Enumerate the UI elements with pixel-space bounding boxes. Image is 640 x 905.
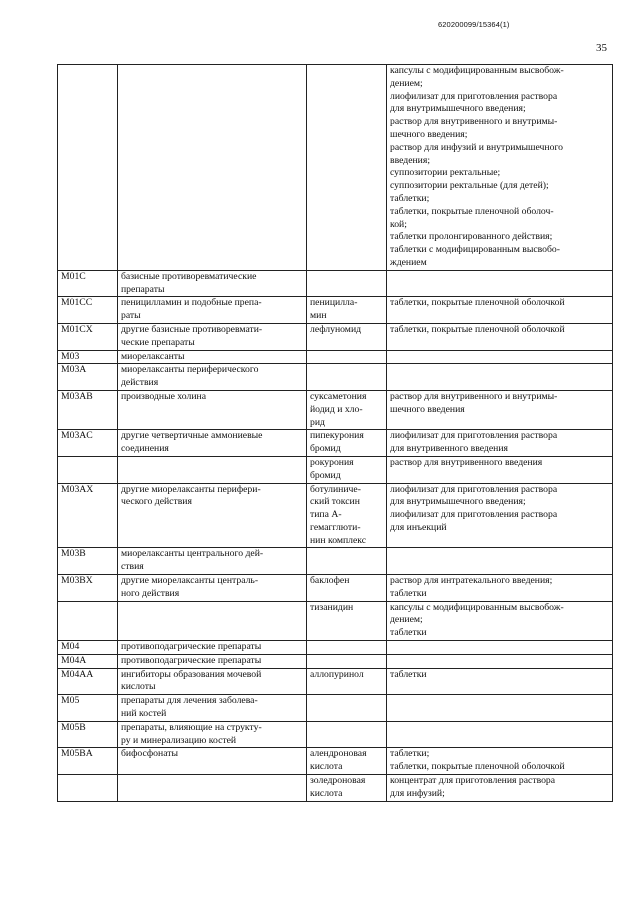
table-row [58, 668, 613, 695]
group-name-cell: базисные противоревматические препараты [118, 270, 307, 297]
dosage-form-cell: раствор для внутривенного и внутримы- шечного введения [387, 390, 613, 429]
table-row [58, 548, 613, 575]
atc-code-cell: M05BA [58, 748, 118, 775]
drug-name-cell: пеницилла- мин [307, 297, 387, 324]
drug-name-cell: пипекурония бромид [307, 430, 387, 457]
drug-name-cell [307, 65, 387, 271]
dosage-form-cell: таблетки, покрытые пленочной оболочкой [387, 297, 613, 324]
atc-code-cell: M03AX [58, 483, 118, 548]
group-name-cell: противоподагрические препараты [118, 641, 307, 655]
atc-code-cell: M03A [58, 364, 118, 391]
dosage-form-cell: лиофилизат для приготовления раствора для внутримышечного введения; лиофилизат для приготовления раствора для инъекций [387, 483, 613, 548]
atc-code-cell [58, 775, 118, 802]
dosage-form-cell: таблетки [387, 668, 613, 695]
group-name-cell: ингибиторы образования мочевой кислоты [118, 668, 307, 695]
drug-classification-table [57, 64, 613, 802]
table-body [58, 65, 613, 802]
drug-name-cell [307, 641, 387, 655]
group-name-cell: другие миорелаксанты централь- ного действия [118, 575, 307, 602]
atc-code-cell: M05 [58, 695, 118, 722]
page-number: 35 [596, 42, 607, 54]
group-name-cell [118, 601, 307, 640]
drug-name-cell: суксаметония йодид и хло- рид [307, 390, 387, 429]
table-row [58, 775, 613, 802]
group-name-cell [118, 775, 307, 802]
table-row [58, 390, 613, 429]
group-name-cell [118, 456, 307, 483]
atc-code-cell [58, 456, 118, 483]
drug-name-cell: алендроновая кислота [307, 748, 387, 775]
drug-name-cell [307, 270, 387, 297]
atc-code-cell: M01CC [58, 297, 118, 324]
drug-name-cell: золедроновая кислота [307, 775, 387, 802]
dosage-form-cell [387, 548, 613, 575]
dosage-form-cell [387, 641, 613, 655]
table-row [58, 323, 613, 350]
drug-name-cell: баклофен [307, 575, 387, 602]
dosage-form-cell [387, 654, 613, 668]
dosage-form-cell [387, 695, 613, 722]
group-name-cell: миорелаксанты периферического действия [118, 364, 307, 391]
atc-code-cell: M03AC [58, 430, 118, 457]
table-row [58, 430, 613, 457]
atc-code-cell: M03 [58, 350, 118, 364]
dosage-form-cell [387, 270, 613, 297]
drug-name-cell [307, 364, 387, 391]
atc-code-cell: M01CX [58, 323, 118, 350]
dosage-form-cell: таблетки; таблетки, покрытые пленочной оболочкой [387, 748, 613, 775]
table-row [58, 297, 613, 324]
group-name-cell: бифосфонаты [118, 748, 307, 775]
dosage-form-cell: раствор для внутривенного введения [387, 456, 613, 483]
table-row [58, 270, 613, 297]
group-name-cell: производные холина [118, 390, 307, 429]
table-row [58, 483, 613, 548]
dosage-form-cell: лиофилизат для приготовления раствора для внутривенного введения [387, 430, 613, 457]
drug-name-cell [307, 350, 387, 364]
group-name-cell: пеницилламин и подобные препа- раты [118, 297, 307, 324]
atc-code-cell: M03BX [58, 575, 118, 602]
dosage-form-cell [387, 721, 613, 748]
dosage-form-cell: капсулы с модифицированным высвобож- дением; таблетки [387, 601, 613, 640]
drug-name-cell: тизанидин [307, 601, 387, 640]
group-name-cell: препараты, влияющие на структу- ру и минерализацию костей [118, 721, 307, 748]
dosage-form-cell: таблетки, покрытые пленочной оболочкой [387, 323, 613, 350]
table-row [58, 364, 613, 391]
table-row [58, 695, 613, 722]
atc-code-cell: M04AA [58, 668, 118, 695]
table-row [58, 748, 613, 775]
group-name-cell: другие миорелаксанты перифери- ческого действия [118, 483, 307, 548]
table-row [58, 601, 613, 640]
drug-name-cell [307, 548, 387, 575]
drug-name-cell: аллопуринол [307, 668, 387, 695]
drug-name-cell: лефлуномид [307, 323, 387, 350]
group-name-cell: другие четвертичные аммониевые соединения [118, 430, 307, 457]
drug-name-cell [307, 695, 387, 722]
atc-code-cell: M03B [58, 548, 118, 575]
atc-code-cell [58, 601, 118, 640]
table-row [58, 575, 613, 602]
table-row [58, 65, 613, 271]
dosage-form-cell: капсулы с модифицированным высвобож- дением; лиофилизат для приготовления раствора для внутримышечного введения; раствор для внутривенного и внутримы- шечного введения; раствор для инфузий и внутримышечного введения; суппозитории ректальные; суппозитории ректальные (для детей); таблетки; таблетки, покрытые пленочной оболоч- кой; таблетки пролонгированного действия; таблетки с модифицированным высвобо- ждением [387, 65, 613, 271]
document-id: 620200099/15364(1) [438, 20, 510, 29]
table-row [58, 641, 613, 655]
atc-code-cell: M03AB [58, 390, 118, 429]
group-name-cell: противоподагрические препараты [118, 654, 307, 668]
drug-name-cell [307, 721, 387, 748]
group-name-cell [118, 65, 307, 271]
atc-code-cell: M05B [58, 721, 118, 748]
table-row [58, 721, 613, 748]
drug-name-cell [307, 654, 387, 668]
dosage-form-cell: раствор для интратекального введения; таблетки [387, 575, 613, 602]
dosage-form-cell: концентрат для приготовления раствора для инфузий; [387, 775, 613, 802]
table-row [58, 350, 613, 364]
table-row [58, 456, 613, 483]
table-row [58, 654, 613, 668]
dosage-form-cell [387, 350, 613, 364]
atc-code-cell: M04A [58, 654, 118, 668]
atc-code-cell [58, 65, 118, 271]
drug-name-cell: ботулиниче- ский токсин типа А- гемагглюти- нин комплекс [307, 483, 387, 548]
group-name-cell: миорелаксанты [118, 350, 307, 364]
group-name-cell: другие базисные противоревмати- ческие препараты [118, 323, 307, 350]
group-name-cell: препараты для лечения заболева- ний костей [118, 695, 307, 722]
dosage-form-cell [387, 364, 613, 391]
atc-code-cell: M04 [58, 641, 118, 655]
group-name-cell: миорелаксанты центрального дей- ствия [118, 548, 307, 575]
atc-code-cell: M01C [58, 270, 118, 297]
drug-name-cell: рокурония бромид [307, 456, 387, 483]
